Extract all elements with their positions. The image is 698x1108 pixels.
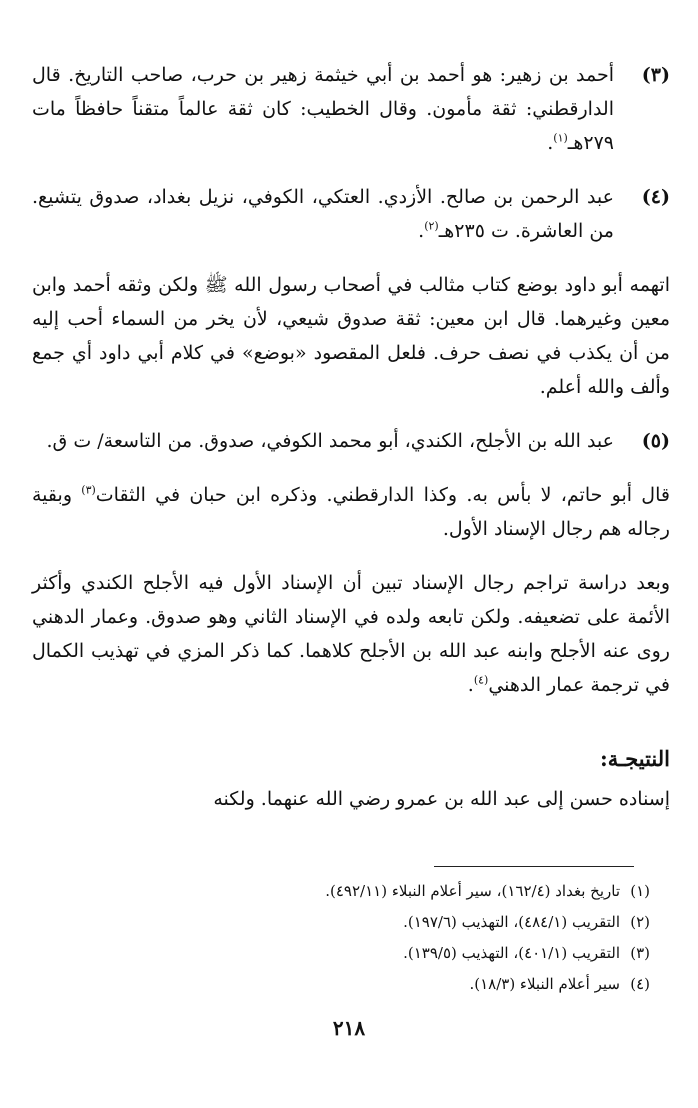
narrator-entry-4 xyxy=(32,180,670,248)
footnote-number: (٣) xyxy=(630,944,650,962)
footnote-number: (٢) xyxy=(630,913,650,931)
paragraph: اتهمه أبو داود بوضع كتاب مثالب في أصحاب رسول الله ﷺ ولكن وثقه أحمد وابن معين وغيرهما. قال ابن معين: ثقة صدوق شيعي، لأن يخر من السماء أحب إليه من أن يكذب في نصف حرف. فلعل المقصود «بوضع» في كلام أبي داود أي جمع وألف والله أعلم. xyxy=(32,274,670,398)
footnote xyxy=(100,876,650,907)
footnote-ref[interactable]: (٢) xyxy=(424,219,439,233)
footnote xyxy=(100,907,650,938)
footnote-ref[interactable]: (٣) xyxy=(81,483,96,497)
footnote-number: (١) xyxy=(630,882,650,900)
footnote xyxy=(100,938,650,969)
entry-number: (٤) xyxy=(641,186,670,208)
footnote-ref[interactable]: (١) xyxy=(553,131,568,145)
main-text xyxy=(32,58,670,836)
entry-number: (٥) xyxy=(641,430,670,452)
paragraph: وبعد دراسة تراجم رجال الإسناد تبين أن الإسناد الأول فيه الأجلح الكندي وأكثر الأئمة على تضعيفه. ولكن تابعه ولده في الإسناد الثاني وهو صدوق. وعمار الدهني روى عنه الأجلح وابنه عبد الله بن الأجلح كلاهما. كما ذكر المزي في تهذيب الكمال في ترجمة عمار الدهني$^{(٤)}$. xyxy=(32,572,670,696)
footnote-text: تاريخ بغداد (١٦٢/٤)، سير أعلام النبلاء (٤٩٢/١١). xyxy=(325,882,620,900)
entry-text: عبد الله بن الأجلح، الكندي، أبو محمد الكوفي، صدوق. من التاسعة/ ت ق. xyxy=(46,430,614,452)
paragraph: قال أبو حاتم، لا بأس به. وكذا الدارقطني. وذكره ابن حبان في الثقات$^{(٣)}$ وبقية رجاله هم رجال الإسناد الأول. xyxy=(32,483,670,540)
narrator-entry-5 xyxy=(32,424,670,458)
footnote-divider xyxy=(434,866,634,867)
entry-text: أحمد بن زهير: هو أحمد بن أبي خيثمة زهير بن حرب، صاحب التاريخ. قال الدارقطني: ثقة مأمون. وقال الخطيب: كان ثقة عالماً متقناً حافظاً مات ٢٧٩هـ$^{(١)}$. xyxy=(32,64,614,154)
footnote-text: سير أعلام النبلاء (١٨/٣). xyxy=(469,975,620,993)
footnote-ref[interactable]: (٤) xyxy=(473,673,489,687)
page-number: ٢١٨ xyxy=(332,1016,366,1040)
narrator-entry-3 xyxy=(32,58,670,160)
paragraph: إسناده حسن إلى عبد الله بن عمرو رضي الله عنهما. ولكنه xyxy=(213,788,670,810)
footnote-text: التقريب (٤٨٤/١)، التهذيب (١٩٧/٦). xyxy=(403,913,620,931)
entry-text: عبد الرحمن بن صالح. الأزدي. العتكي، الكوفي، نزيل بغداد، صدوق يتشيع. من العاشرة. ت ٢٣٥هـ$^{(٢)}$. xyxy=(32,186,614,242)
footnote xyxy=(100,969,650,1000)
footnote-number: (٤) xyxy=(630,975,650,993)
footnotes xyxy=(100,876,650,1000)
footnote-text: التقريب (٤٠١/١)، التهذيب (١٣٩/٥). xyxy=(403,944,620,962)
entry-number: (٣) xyxy=(641,64,670,86)
section-heading: النتيجـة: xyxy=(600,746,670,771)
